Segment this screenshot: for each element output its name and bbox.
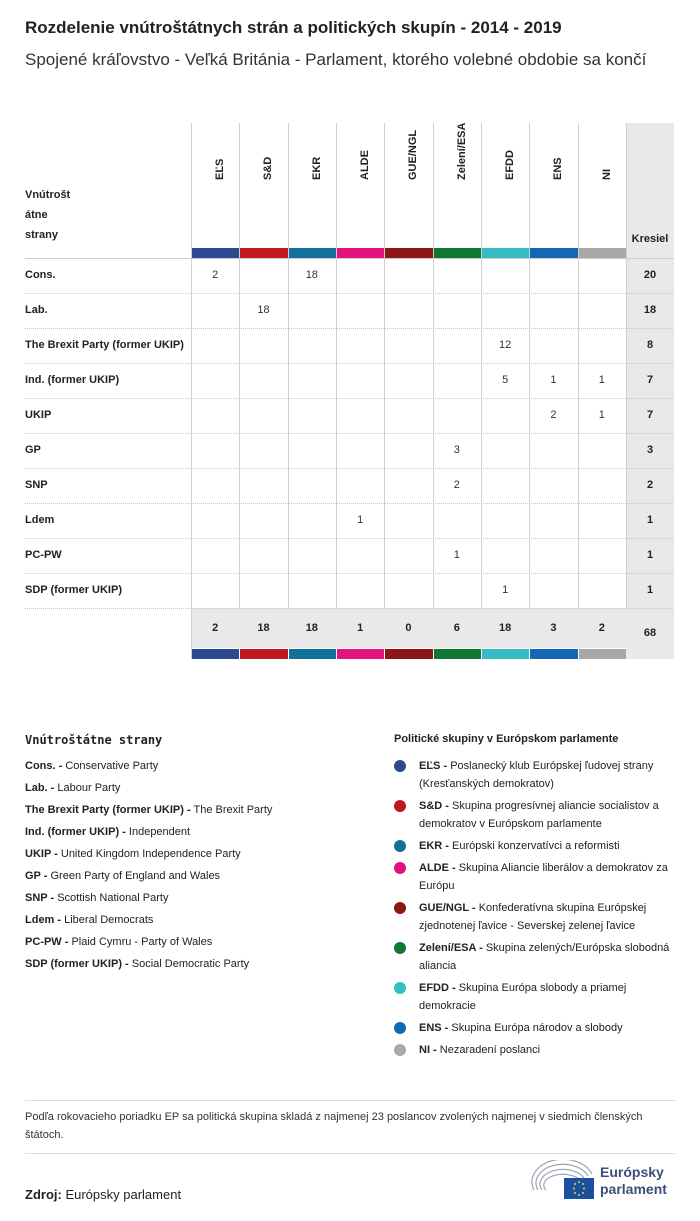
page-subtitle: Spojené kráľovstvo - Veľká Británia - Parlament, ktorého volebné obdobie sa končí [25,50,647,69]
party-full-name: Scottish National Party [57,892,169,904]
group-color-dot-icon [394,942,406,954]
party-full-name: Conservative Party [65,760,159,772]
group-legend-item [394,979,684,1015]
group-full-name: Konfederatívna skupina Európskej zjednotenej ľavice - Severskej zelenej ľavice [419,902,647,932]
party-name: The Brexit Party (former UKIP) [25,339,184,351]
group-color-dot-icon [394,840,406,852]
row-header-line: átne [25,209,48,221]
parties-legend-title: Vnútroštátne strany [25,733,163,747]
party-total-seats: 1 [646,514,654,526]
seat-count: 18 [257,304,270,316]
seat-count: 1 [502,584,509,596]
party-legend-item [25,848,241,860]
logo-line: parlament [600,1181,667,1197]
group-full-name: Skupina Európa slobody a priamej demokracie [419,982,627,1012]
party-legend-item [25,804,272,816]
group-code: GUE/NGL [407,129,420,180]
group-abbr: NI - [419,1044,437,1056]
party-name: SDP (former UKIP) [25,584,122,596]
column-total: 6 [453,622,460,634]
party-full-name: Liberal Democrats [64,914,154,926]
divider [25,1100,675,1101]
grand-total: 68 [643,627,657,639]
column-total: 2 [598,622,605,634]
group-column-header [384,123,432,248]
column-total: 2 [212,622,219,634]
row-divider [25,433,674,434]
group-color-bar [240,649,287,659]
party-abbr: SNP - [25,892,55,904]
group-color-bar [579,248,626,258]
logo-text [600,1164,667,1198]
group-legend-item [394,1041,684,1059]
party-full-name: Green Party of England and Wales [50,870,221,882]
european-parliament-logo [530,1160,680,1204]
party-total-seats: 7 [646,374,654,386]
group-legend-text [419,979,684,1015]
group-color-bar [434,248,481,258]
group-code: Zelení/ESA [455,122,468,180]
group-legend-text [419,939,684,975]
group-code: NI [600,169,613,180]
seat-count: 1 [598,409,605,421]
group-abbr: EKR - [419,840,449,852]
group-color-bar [385,649,432,659]
group-color-bar [434,649,481,659]
column-total: 1 [357,622,364,634]
group-code: ENS [552,157,565,180]
party-name: Lab. [25,304,48,316]
group-color-bar [337,248,384,258]
column-total: 0 [405,622,412,634]
group-color-bar [530,248,577,258]
group-legend-text [419,1019,684,1037]
party-full-name: United Kingdom Independence Party [60,848,241,860]
party-abbr: UKIP - [25,848,58,860]
group-legend-item [394,859,684,895]
seat-count: 12 [499,339,512,351]
party-total-seats: 1 [646,584,654,596]
group-legend-text [419,1041,684,1059]
group-legend-item [394,939,684,975]
party-abbr: GP - [25,870,48,882]
party-name: Ldem [25,514,55,526]
group-legend-text [419,859,684,895]
group-code: EKR [310,156,323,180]
group-legend-text [419,899,684,935]
group-color-bar [482,248,529,258]
party-total-seats: 8 [646,339,654,351]
group-abbr: ENS - [419,1022,449,1034]
group-abbr: EFDD - [419,982,456,994]
party-abbr: Ldem - [25,914,62,926]
source [25,1187,181,1202]
group-color-bar [385,248,432,258]
source-value: Európsky parlament [65,1187,182,1202]
party-total-seats: 7 [646,409,654,421]
party-legend-item [25,826,190,838]
group-legend-item [394,757,684,793]
group-column-header [191,123,239,248]
seat-count: 1 [598,374,605,386]
seats-table [25,123,675,659]
group-code: EĽS [214,158,226,180]
party-total-seats: 18 [643,304,657,316]
group-color-dot-icon [394,902,406,914]
row-divider [25,538,674,539]
party-legend-item [25,870,220,882]
party-full-name: Independent [128,826,191,838]
group-legend-item [394,1019,684,1037]
group-abbr: Zelení/ESA - [419,942,483,954]
party-legend-item [25,936,212,948]
seat-count: 1 [550,374,557,386]
group-color-dot-icon [394,1022,406,1034]
row-divider [25,293,674,294]
seat-count: 3 [453,444,460,456]
group-full-name: Skupina progresívnej aliancie socialistov a demokratov v Európskom parlamente [419,800,659,830]
column-total: 18 [499,622,512,634]
party-total-seats: 2 [646,479,654,491]
group-color-dot-icon [394,862,406,874]
party-name: Ind. (former UKIP) [25,374,120,386]
divider [25,1153,675,1154]
party-legend-item [25,914,153,926]
group-color-dot-icon [394,760,406,772]
party-name: GP [25,444,41,456]
seat-count: 1 [357,514,364,526]
group-full-name: Európski konzervatívci a reformisti [452,840,620,852]
seat-count: 2 [212,269,219,281]
party-abbr: Cons. - [25,760,63,772]
group-column-header [288,123,336,248]
row-divider [25,468,674,469]
party-full-name: Labour Party [57,782,121,794]
party-abbr: SDP (former UKIP) - [25,958,129,970]
group-column-header [239,123,287,248]
column-total: 3 [550,622,557,634]
group-color-dot-icon [394,800,406,812]
party-name: UKIP [25,409,52,421]
group-color-bar [192,248,239,258]
group-color-bar [192,649,239,659]
party-name: PC-PW [25,549,62,561]
seat-count: 2 [453,479,460,491]
party-full-name: Social Democratic Party [131,958,250,970]
row-header-label [25,185,85,245]
group-full-name: Skupina Európa národov a slobody [451,1022,623,1034]
logo-line: Európsky [600,1164,664,1180]
group-color-bar [482,649,529,659]
group-legend-text [419,837,684,855]
party-total-seats: 20 [643,269,657,281]
group-legend-item [394,797,684,833]
group-column-header [578,123,626,248]
column-total: 18 [305,622,318,634]
group-color-bar [530,649,577,659]
party-full-name: Plaid Cymru - Party of Wales [71,936,213,948]
group-color-bar [579,649,626,659]
group-column-header [529,123,577,248]
row-header-line: strany [25,229,59,241]
group-full-name: Nezaradení poslanci [439,1044,541,1056]
page-title: Rozdelenie vnútroštátnych strán a politických skupín - 2014 - 2019 [25,18,562,37]
source-label: Zdroj: [25,1187,62,1202]
row-header-line: Vnútrošt [25,189,71,201]
group-legend-text [419,797,684,833]
party-abbr: Ind. (former UKIP) - [25,826,126,838]
group-color-dot-icon [394,1044,406,1056]
group-color-bar [337,649,384,659]
group-full-name: Skupina Aliancie liberálov a demokratov za Európu [419,862,668,892]
seat-count: 18 [305,269,318,281]
group-abbr: S&D - [419,800,449,812]
group-code: EFDD [503,150,516,180]
party-total-seats: 3 [646,444,654,456]
group-color-bar [240,248,287,258]
row-divider [25,258,674,259]
column-total: 18 [257,622,270,634]
parliament-hemicycle-icon [530,1160,596,1200]
party-legend-item [25,760,158,772]
party-legend-item [25,782,120,794]
party-legend-item [25,892,168,904]
row-divider [25,573,674,574]
party-total-seats: 1 [646,549,654,561]
group-color-bar [289,649,336,659]
group-abbr: EĽS - [419,760,448,772]
group-full-name: Skupina zelených/Európska slobodná aliancia [419,942,670,972]
party-abbr: PC-PW - [25,936,69,948]
group-legend-item [394,899,684,935]
group-code: S&D [262,156,275,180]
seat-count: 5 [502,374,509,386]
group-full-name: Poslanecký klub Európskej ľudovej strany (Kresťanských demokratov) [419,760,654,790]
party-abbr: The Brexit Party (former UKIP) - [25,804,191,816]
footnote: Podľa rokovacieho poriadku EP sa politická skupina skladá z najmenej 23 poslancov zvolených najmenej v siedmich členských štátoch. [25,1111,643,1141]
party-abbr: Lab. - [25,782,55,794]
party-name: Cons. [25,269,56,281]
group-legend-text [419,757,684,793]
seats-header: Kresiel [631,233,669,245]
group-color-dot-icon [394,982,406,994]
seat-count: 1 [453,549,460,561]
groups-legend-title: Politické skupiny v Európskom parlamente [394,733,619,745]
party-full-name: The Brexit Party [193,804,273,816]
group-abbr: ALDE - [419,862,456,874]
party-legend-item [25,958,249,970]
group-column-header [433,123,481,248]
party-name: SNP [25,479,48,491]
group-code: ALDE [358,150,371,180]
group-abbr: GUE/NGL - [419,902,476,914]
group-legend-item [394,837,684,855]
group-color-bar [289,248,336,258]
group-column-header [336,123,384,248]
group-column-header [481,123,529,248]
seat-count: 2 [550,409,557,421]
